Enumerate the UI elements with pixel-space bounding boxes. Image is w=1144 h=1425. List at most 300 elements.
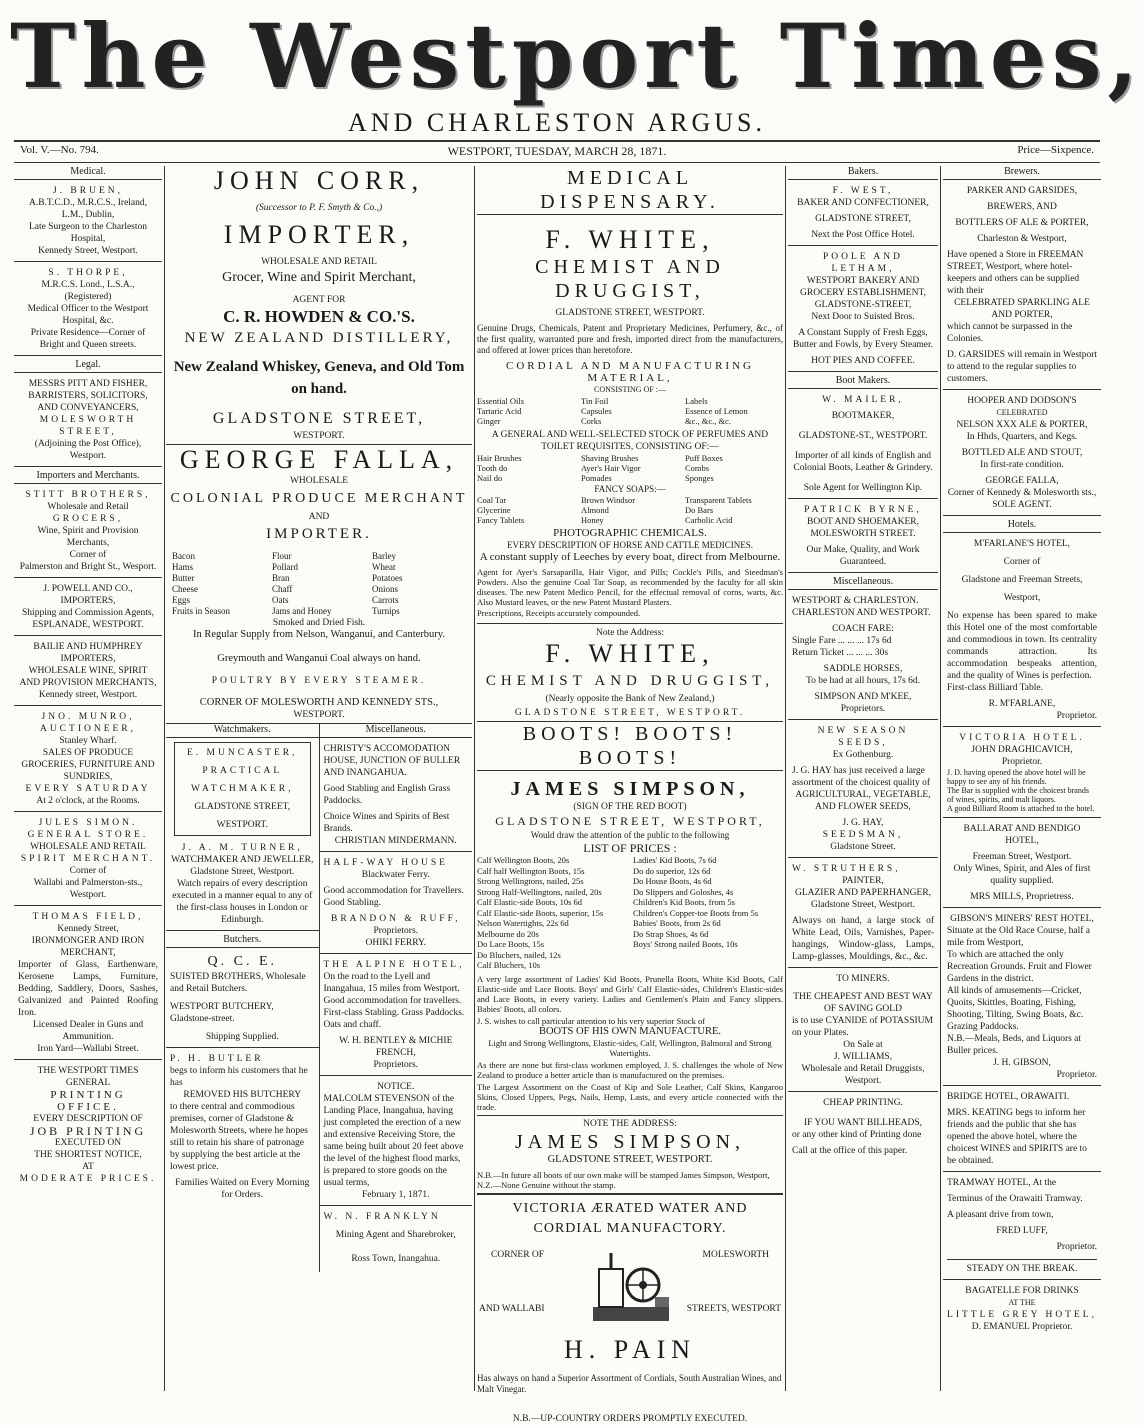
ad-line: IRONMONGER AND IRON <box>31 936 145 946</box>
ad-line: IMPORTERS, <box>60 654 116 664</box>
falla-colonial: COLONIAL PRODUCE MERCHANT <box>170 491 468 506</box>
section-heading-bakers: Bakers. <box>788 166 938 180</box>
workmen-paragraph: As there are none but first-class workmen employed, J. S. challenges the whole of New Zealand to produce a better article than is manufactured on the premises. <box>477 1059 783 1080</box>
section-heading-importers: Importers and Merchants. <box>14 470 162 484</box>
sub-column-right <box>319 724 473 1272</box>
ad-line: Have opened a Store in FREEMAN STREET, Westport, where hotel-keepers and others can be supplied with their <box>947 250 1084 296</box>
price: Price—Sixpence. <box>1017 144 1094 156</box>
ad-line: Corner of <box>69 550 107 560</box>
ad-line: PRACTICAL <box>202 766 283 776</box>
corr-nz: NEW ZEALAND DISTILLERY, <box>184 330 454 346</box>
boots-heading: BOOTS! BOOTS! BOOTS! <box>477 722 783 771</box>
ad-line: MOLESWORTH STREET, <box>39 415 137 437</box>
ad-line: In Hhds, Quarters, and Kegs. <box>966 432 1078 442</box>
price-item: Ladies' Kid Boots, 7s 6d <box>633 855 717 865</box>
toilet-item: Shaving Brushes <box>581 453 639 463</box>
ad-line: On Sale at <box>843 1040 883 1050</box>
ad-line: A good Billiard Room is attached to the hotel. <box>947 804 1095 813</box>
ad-line: MRS. KEATING begs to inform her friends and the public that she has opened the above hotel, where the choicest WINES and SPIRITS are to be obtained. <box>947 1108 1087 1166</box>
ad-line: To which are attached the only Recreation Grounds. Fruit and Flower Gardens in the district. <box>947 950 1092 984</box>
falla-and: AND <box>308 512 330 522</box>
cordial-item: Labels <box>685 396 708 406</box>
ad-simon <box>14 815 162 906</box>
ad-line: EVERY SATURDAY <box>25 784 151 794</box>
ad-line: PAINTER, <box>842 876 884 886</box>
ad-line: Kennedy Street, <box>57 924 119 934</box>
produce-item: Carrots <box>372 595 399 605</box>
ad-pitt <box>14 376 162 467</box>
opposite-bank: (Nearly opposite the Bank of New Zealand,) <box>545 694 715 704</box>
ad-line: THE SHORTEST NOTICE, <box>34 1150 142 1160</box>
section-heading-medical: Medical. <box>14 166 162 180</box>
ad-line: THE CHEAPEST AND BEST WAY OF SAVING GOLD <box>793 992 933 1014</box>
coal-notice: Greymouth and Wanganui Coal always on hand. <box>217 653 421 664</box>
soap-item: Brown Windsor <box>581 495 636 505</box>
ad-line: Watch repairs of every description executed in a manner equal to any of the first-class houses in London or Edinburgh. <box>172 879 313 925</box>
ad-line: SUISTED BROTHERS, Wholesale and Retail Butchers. <box>170 972 306 994</box>
price-item: Do do superior, 12s 6d <box>633 865 711 876</box>
ad-line: Proprietors. <box>373 926 419 936</box>
ad-line: REMOVED HIS BUTCHERY <box>183 1090 302 1100</box>
ad-mailer <box>788 392 938 499</box>
corner-town: WESTPORT. <box>166 709 472 724</box>
toilet-items <box>477 453 783 483</box>
ad-line: Sole Agent for Wellington Kip. <box>803 483 923 493</box>
ad-title: POOLE AND LETHAM, <box>822 252 904 274</box>
ad-line: SPIRIT MERCHANT. <box>20 854 156 864</box>
upcountry-orders: N.B.—UP-COUNTRY ORDERS PROMPTLY EXECUTED. <box>512 1413 748 1424</box>
ad-line: IMPORTERS, <box>60 596 116 606</box>
soap-items <box>477 495 783 525</box>
ad-line: First-class Billiard Table. <box>947 683 1043 693</box>
ad-title: HOOPER AND DODSON'S <box>967 396 1077 406</box>
ad-line: Good accommodation for travellers. First-class Stabling. Grass Paddocks. Oats and chaff. <box>323 996 465 1030</box>
section-heading-watchmakers: Watchmakers. <box>166 724 319 738</box>
ad-title: W. MAILER, <box>822 395 904 405</box>
ad-bagatelle <box>943 1283 1101 1337</box>
ad-line: Corner of <box>69 866 107 876</box>
light-strong: Light and Strong Wellingtons, Elastic-sides, Calf, Wellington, Balmoral and Strong Watertights. <box>488 1037 772 1058</box>
corr-whiskey: New Zealand Whiskey, Geneva, and Old Tom on hand. <box>173 359 465 397</box>
ad-line: EVERY DESCRIPTION OF <box>33 1114 143 1124</box>
nb-stamp: N.B.—In future all boots of our own make will be stamped James Simpson, Westport, N.Z.—None Genuine without the stamp. <box>477 1170 783 1195</box>
ad-title: TO MINERS. <box>836 974 890 984</box>
regular-supply: In Regular Supply from Nelson, Wanganui, and Canterbury. <box>193 629 445 640</box>
ad-line: HOT PIES AND COFFEE. <box>811 356 915 366</box>
ad-line: WESTPORT BAKERY AND GROCERY ESTABLISHMENT, <box>800 276 926 298</box>
ad-line: IF YOU WANT BILLHEADS, <box>803 1118 923 1128</box>
corr-name: JOHN CORR, <box>213 166 425 195</box>
cordial-items <box>477 396 783 426</box>
ad-line: EXECUTED ON <box>54 1138 122 1148</box>
ad-stitt <box>14 487 162 578</box>
ad-line: Terminus of the Orawaiti Tramway. <box>947 1194 1083 1204</box>
ad-line: GLAZIER AND PAPERHANGER, <box>794 888 932 898</box>
pain-name: H. PAIN <box>563 1334 697 1364</box>
white-street: GLADSTONE STREET, WESTPORT. <box>555 308 705 318</box>
assortment-paragraph: A very large assortment of Ladies' Kid Boots, Prunella Boots, White Kid Boots, Calf Elastic-side and Lace Boots. Boys' and Girls' Calf Elastic-sides, Children's Elastic-sides and Lace Boots, in every variety. Ladies and Gentlemen's Plain and Fancy slippers. Babies' Boots, all colors. <box>477 973 783 1014</box>
produce-item: Chaff <box>272 584 293 594</box>
ad-line: is to use CYANIDE of POTASSIUM on your Plates. <box>792 1016 933 1038</box>
ad-line: WHOLESALE WINE, SPIRIT AND PROVISION MERCHANTS, <box>19 666 157 688</box>
white-genuine: Genuine Drugs, Chemicals, Patent and Proprietary Medicines, Perfumery, &c., of the first quality, warranted pure and fresh, imported direct from the manufacturers, and offered at lower prices than heretofore. <box>477 323 783 355</box>
ad-line: Wholesale and Retail <box>47 502 129 512</box>
ad-miners <box>788 971 938 1092</box>
price-item: Do House Boots, 4s 6d <box>633 876 712 886</box>
ad-line: MRS MILLS, Proprietress. <box>970 892 1074 902</box>
ad-line: Return Ticket ... ... ... 30s <box>792 648 889 658</box>
dispensary-heading: MEDICAL DISPENSARY. <box>477 166 783 215</box>
place-date: WESTPORT, TUESDAY, MARCH 28, 1871. <box>447 144 667 158</box>
ad-line: SIMPSON AND M'KEE, <box>814 692 912 702</box>
section-heading-boot-makers: Boot Makers. <box>788 375 938 389</box>
produce-list <box>172 551 466 617</box>
ad-line: Wholesale and Retail Druggists, <box>801 1064 925 1074</box>
ad-bruen <box>14 183 162 262</box>
ad-struthers <box>788 861 938 968</box>
ad-christy <box>320 741 473 852</box>
horse-medicines: EVERY DESCRIPTION OF HORSE AND CATTLE MEDICINES. <box>507 540 753 550</box>
fancy-soaps: FANCY SOAPS:— <box>594 484 666 494</box>
cordial-item: Tartaric Acid <box>477 406 522 416</box>
ad-line: M.R.C.S. Lond., L.S.A., (Registered) <box>41 280 135 302</box>
soap-item: Glycerine <box>477 505 511 515</box>
cordial-item: Ginger <box>477 416 501 426</box>
corr-howden: C. R. HOWDEN & CO.'S. <box>223 307 415 326</box>
ad-title: PARKER AND GARSIDES, <box>966 186 1078 196</box>
ad-line: BREWERS, AND <box>987 202 1057 212</box>
ad-line: CELEBRATED <box>996 408 1048 417</box>
column-rule <box>164 166 165 1391</box>
masthead-subtitle: AND CHARLESTON ARGUS. <box>348 108 766 137</box>
ad-line: SEEDSMAN, <box>822 830 904 840</box>
ad-byrne <box>788 502 938 573</box>
ad-line: AUCTIONEER, <box>39 724 137 734</box>
price-item: Strong Wellingtons, nailed, 25s <box>477 876 584 886</box>
ad-line: GENERAL <box>65 1078 111 1088</box>
ad-title: CHRISTY'S ACCOMODATION HOUSE, JUNCTION OF BULLER AND INANGAHUA. <box>323 744 461 778</box>
note-address: Note the Address: <box>477 623 783 639</box>
ad-title: WESTPORT & CHARLESTON. <box>792 596 919 606</box>
ad-line: L.M., Dublin, <box>61 210 115 220</box>
price-item: Melbourne do 20s <box>477 928 539 939</box>
falla-wholesale: WHOLESALE <box>289 476 349 486</box>
ad-title: BAILIE AND HUMPHREY <box>33 642 143 652</box>
ad-line: Westport. <box>69 451 107 461</box>
ad-title: BRIDGE HOTEL, ORAWAITI. <box>947 1092 1070 1102</box>
ad-line: GLADSTONE STREET, <box>815 214 911 224</box>
ad-line: Shipping Supplied. <box>205 1032 279 1042</box>
ad-line: BOTTLERS OF ALE & PORTER, <box>955 218 1089 228</box>
price-list <box>477 855 783 971</box>
corr-grocer: Grocer, Wine and Spirit Merchant, <box>222 270 416 285</box>
ad-line: GLADSTONE-ST., WESTPORT. <box>798 431 928 441</box>
ad-line: MODERATE PRICES. <box>19 1174 157 1184</box>
ad-bailie <box>14 639 162 706</box>
ad-butler <box>166 1051 319 1205</box>
corr-wholesale: WHOLESALE AND RETAIL <box>261 257 377 267</box>
ad-line: MOLESWORTH STREET. <box>810 529 916 539</box>
ad-line: A Constant Supply of Fresh Eggs, Butter and Fowls, by Every Steamer. <box>792 328 934 350</box>
ad-printing-office <box>14 1063 162 1189</box>
ad-title: NEW SEASON SEEDS, <box>817 726 909 748</box>
ad-line: Private Residence—Corner of Bright and Queen streets. <box>30 328 146 350</box>
ad-line: AGRICULTURAL, VEGETABLE, AND FLOWER SEEDS, <box>795 790 931 812</box>
ad-title: E. MUNCASTER, <box>186 748 298 758</box>
ad-title: THOMAS FIELD, <box>32 912 144 922</box>
ad-line: JOB PRINTING <box>29 1124 147 1138</box>
ad-line: February 1, 1871. <box>361 1190 430 1200</box>
ad-parker <box>943 183 1101 390</box>
ad-title: STITT BROTHERS, <box>25 490 151 500</box>
ad-line: Westport, <box>1003 593 1041 603</box>
ad-title: M'FARLANE'S HOTEL, <box>973 539 1071 549</box>
white-name: F. WHITE, <box>545 225 715 254</box>
ad-line: MERCHANT, <box>60 948 116 958</box>
ad-suisted <box>166 951 319 1048</box>
soap-item: Carbolic Acid <box>685 515 733 525</box>
section-heading-miscellaneous-2: Miscellaneous. <box>788 576 938 590</box>
section-heading-legal: Legal. <box>14 359 162 373</box>
cordial-item: Essential Oils <box>477 396 524 406</box>
ad-alpine <box>320 957 473 1076</box>
ad-line: AT <box>82 1162 94 1172</box>
ad-line: GLADSTONE STREET, <box>194 802 291 812</box>
soap-item: Fancy Tablets <box>477 515 525 525</box>
price-item: Do Bluchers, nailed, 12s <box>477 949 561 960</box>
column-4 <box>788 166 938 1391</box>
produce-item: Bran <box>272 573 290 583</box>
ad-seeds <box>788 723 938 858</box>
ad-thorpe <box>14 265 162 356</box>
corr-agent: AGENT FOR <box>292 295 346 305</box>
white-chemist: CHEMIST AND DRUGGIST, <box>535 256 725 302</box>
cordial-item: Capsules <box>581 406 612 416</box>
sub-columns <box>166 724 472 1272</box>
ad-title: F. WEST, <box>832 186 894 196</box>
agent-paragraph: Agent for Ayer's Sarsaparilla, Hair Vigor, and Pills; Cockle's Pills, and Steedman's Powders. Also the genuine Coal Tar Soap, as recommended by the faculty for all skin diseases. The new Patent Medico Pencil, for the effectual removal of corns, warts, &c. Also Mustard leaves, or the new Patent Mustard Plasters. <box>477 567 783 607</box>
own-manufacture: BOOTS OF HIS OWN MANUFACTURE. <box>538 1025 722 1037</box>
ad-line: BOOT AND SHOEMAKER, <box>807 517 919 527</box>
corr-town: WESTPORT. <box>166 430 472 445</box>
molesworth: MOLESWORTH <box>702 1249 769 1260</box>
ad-line: J. D. having opened the above hotel will be happy to see any of his friends. <box>947 768 1086 786</box>
masthead-title: The Westport Times, <box>10 4 1144 108</box>
ad-line: No expense has been spared to make this Hotel one of the most comfortable and commodious in town. Its centrality commands attraction. Its accommodation bespeaks attention, and the quality of Wines is perfection. <box>947 611 1097 681</box>
ad-line: Gladstone Street, Westport. <box>810 900 916 910</box>
ad-title: VICTORIA HOTEL. <box>959 733 1085 743</box>
ad-line: BAKER AND CONFECTIONER, <box>797 198 929 208</box>
white-name-2: F. WHITE, <box>545 639 715 668</box>
ad-turner <box>166 840 319 931</box>
ad-line: At 2 o'clock, at the Rooms. <box>36 796 140 806</box>
ad-line: Wallabi and Palmerston-sts., Westport. <box>33 878 143 900</box>
ad-title: GIBSON'S MINERS' REST HOTEL, <box>950 914 1094 924</box>
column-rule <box>785 166 786 1391</box>
sub-column-left <box>166 724 319 1272</box>
ad-line: Only Wines, Spirit, and Ales of first quality supplied. <box>953 864 1091 886</box>
ad-title: S. THORPE, <box>48 268 128 278</box>
ad-line: Charleston & Westport, <box>977 234 1067 244</box>
ad-title: JNO. MUNRO, <box>41 712 135 722</box>
ad-line: Families Waited on Every Morning for Orders. <box>175 1178 310 1200</box>
price-item: Children's Kid Boots, from 5s <box>633 897 735 907</box>
white-chemist-2: CHEMIST AND DRUGGIST, <box>485 673 775 689</box>
ad-title: HALF-WAY HOUSE <box>323 858 448 868</box>
price-list-right <box>633 855 783 971</box>
produce-item: Hams <box>172 562 193 572</box>
section-heading-butchers: Butchers. <box>166 934 319 948</box>
ad-west <box>788 183 938 246</box>
ad-line: Importer of Glass, Earthenware, Kerosene Lamps, Furniture, Bedding, Saddlery, Doors, Sashes, Galvanized and Painted Roofing Iron. <box>18 960 158 1018</box>
ad-line: Late Surgeon to the Charleston Hospital, <box>28 222 148 244</box>
column-1 <box>14 166 162 1391</box>
ad-line: All kinds of amusements—Cricket, Quoits, Skittles, Boating, Fishing, Shooting, Tilting, Swing Boats, &c. Grazing Paddocks. <box>947 986 1084 1032</box>
pain-superior: Has always on hand a Superior Assortment of Cordials, South Australian Wines, and Malt Vinegar. <box>477 1372 782 1394</box>
column-rule <box>940 166 941 1391</box>
ad-line: Good accommodation for Travellers. Good Stabling. <box>323 886 464 908</box>
price-item: Do Lace Boots, 15s <box>477 939 545 949</box>
ad-line: MALCOLM STEVENSON of the Landing Place, Inangahua, having just completed the erection of a new and extensive Receiving Store, the same being built about 20 feet above the level of the highest flood marks, is prepared to store goods on the usual terms, <box>323 1094 464 1188</box>
column-rule <box>474 166 475 1391</box>
ad-title: Q. C. E. <box>207 954 277 969</box>
ad-line: WATCHMAKER AND JEWELLER, <box>171 855 314 865</box>
ad-line: or any other kind of Printing done <box>792 1130 922 1140</box>
section-heading-brewers: Brewers. <box>943 166 1101 180</box>
ad-munro <box>14 709 162 812</box>
ad-line: WHOLESALE AND RETAIL <box>30 842 146 852</box>
ad-line: The Bar is supplied with the choicest brands of wines, spirits, and malt liquors. <box>947 786 1089 804</box>
ad-halfway <box>320 855 473 954</box>
corr-importer: IMPORTER, <box>223 220 415 249</box>
ad-title: W. N. FRANKLYN <box>323 1212 441 1222</box>
ad-title: J. A. M. TURNER, <box>181 843 303 853</box>
ad-line: PRINTING OFFICE. <box>50 1089 126 1113</box>
simpson-name: JAMES SIMPSON, <box>510 778 750 800</box>
ad-title: NOTICE. <box>377 1082 415 1092</box>
produce-item: Pollard <box>272 562 298 572</box>
wishes-paragraph: J. S. wishes to call particular attention to his very superior Stock of <box>477 1015 706 1026</box>
ad-line: R. M'FARLANE, <box>988 699 1056 709</box>
soap-item: Coal Tar <box>477 495 507 505</box>
produce-item: Onions <box>372 584 399 594</box>
price-item: Calf Elastic-side Boots, superior, 15s <box>477 907 604 918</box>
poultry-notice: POULTRY BY EVERY STEAMER. <box>211 676 427 686</box>
ad-coach <box>788 593 938 720</box>
ad-line: Ross Town, Inangahua. <box>351 1254 441 1264</box>
ad-line: BOTTLED ALE AND STOUT, <box>961 448 1083 458</box>
and-wallabi: AND WALLABI <box>479 1303 545 1314</box>
produce-item: Cheese <box>172 584 198 594</box>
produce-item: Bacon <box>172 551 195 561</box>
ad-title: MESSRS PITT AND FISHER, <box>28 379 148 389</box>
ad-line: Choice Wines and Spirits of Best Brands. <box>323 812 450 834</box>
ad-muncaster <box>174 742 311 836</box>
ad-line: OHIKI FERRY. <box>365 938 427 948</box>
ad-poole <box>788 249 938 372</box>
victoria-heading: VICTORIA ÆRATED WATER AND CORDIAL MANUFACTORY. <box>512 1200 748 1236</box>
price-item: Calf Wellington Boots, 20s <box>477 855 570 865</box>
ad-line: Proprietor. <box>1001 757 1043 767</box>
ad-line: Next the Post Office Hotel. <box>811 230 915 240</box>
ad-line: Always on hand, a large stock of White Lead, Oils, Varnishes, Paper-hangings, Window-glass, Lamps, Lamp-glasses, Mouldings, &c., &c. <box>792 916 934 962</box>
ad-line: Freeman Street, Westport. <box>972 852 1072 862</box>
red-boot: (SIGN OF THE RED BOOT) <box>573 802 687 812</box>
ad-line: NELSON XXX ALE & PORTER, <box>956 420 1088 430</box>
ad-line: BOOTMAKER, <box>831 411 895 421</box>
ad-franklyn <box>320 1209 473 1269</box>
ad-line: To be had at all hours, 17s 6d. <box>805 676 921 686</box>
ad-line: A pleasant drive from town, <box>947 1210 1054 1220</box>
ad-line: WESTPORT BUTCHERY, Gladstone-street. <box>170 1002 274 1024</box>
ad-line: FRED LUFF, <box>996 1226 1048 1236</box>
ad-line: Kennedy Street, Westport. <box>38 246 138 256</box>
ad-line: SALES OF PRODUCE GROCERIES, FURNITURE AND SUNDRIES, <box>21 748 155 782</box>
ad-line: WESTPORT. <box>216 820 268 830</box>
white-street-2: GLADSTONE STREET, WESTPORT. <box>477 705 783 722</box>
ad-line: Wine, Spirit and Provision Merchants, <box>37 526 139 548</box>
ad-line: BARRISTERS, SOLICITORS, <box>28 391 148 401</box>
simpson-street: GLADSTONE STREET, WESTPORT, <box>495 814 765 828</box>
produce-item: Wheat <box>372 562 396 572</box>
ad-line: Blackwater Ferry. <box>361 870 430 880</box>
ad-line: SOLE AGENT. <box>992 500 1052 510</box>
ad-line: Importer of all kinds of English and Colonial Boots, Leather & Grindery. <box>793 451 933 473</box>
ad-title: THE ALPINE HOTEL, <box>323 960 465 970</box>
ad-title: TRAMWAY HOTEL, At the <box>947 1178 1057 1188</box>
ad-line: Medical Officer to the Westport Hospital, &c. <box>27 304 149 326</box>
ad-line: Gladstone Street. <box>830 842 896 852</box>
photo-chemicals: PHOTOGRAPHIC CHEMICALS. <box>553 527 707 539</box>
produce-item: Flour <box>272 551 292 561</box>
price-item: Calf half Wellington Boots, 15s <box>477 865 585 876</box>
ad-title: BAGATELLE FOR DRINKS <box>965 1286 1079 1296</box>
ad-line: W. H. BENTLEY & MICHIE FRENCH, <box>339 1036 453 1058</box>
ad-line: ESPLANADE, WESTPORT. <box>32 620 144 630</box>
masthead <box>10 4 1144 108</box>
simpson-attention: Would draw the attention of the public to the following <box>530 830 730 840</box>
note-address-2: NOTE THE ADDRESS: <box>477 1115 783 1130</box>
ad-line: Proprietors. <box>840 704 886 714</box>
falla-name: GEORGE FALLA, <box>179 445 459 474</box>
ad-line: Proprietor. <box>1056 1070 1097 1080</box>
ad-line: Our Make, Quality, and Work Guaranteed. <box>806 545 920 567</box>
column-3 <box>477 166 783 1424</box>
ad-line: CELEBRATED SPARKLING ALE AND PORTER, <box>954 298 1090 320</box>
ad-line: Licensed Dealer in Guns and Ammunition. <box>32 1020 144 1042</box>
price-item: Babies' Boots, from 2s 6d <box>633 918 721 928</box>
produce-item: Jams and Honey <box>272 606 332 616</box>
produce-item: Potatoes <box>372 573 403 583</box>
ad-line: GROCERS, <box>52 514 124 524</box>
cordial-heading: CORDIAL AND MANUFACTURING MATERIAL, <box>506 360 754 384</box>
ad-line: Iron Yard—Wallabi Street. <box>37 1044 139 1054</box>
ad-line: J. G. HAY, <box>842 818 884 828</box>
toilet-item: Hair Brushes <box>477 453 522 463</box>
toilet-item: Sponges <box>685 473 714 483</box>
ad-line: LITTLE GREY HOTEL, <box>947 1310 1097 1320</box>
ad-line: Next Door to Suisted Bros. <box>811 312 915 322</box>
ad-line: Single Fare ... ... ... 17s 6d <box>792 636 892 646</box>
cordial-item: Corks <box>581 416 602 426</box>
ad-line: COACH FARE: <box>832 624 894 634</box>
ad-line: STEADY ON THE BREAK. <box>947 1259 1097 1275</box>
ad-line: Corner of <box>1003 557 1041 567</box>
corr-successor: (Successor to P. F. Smyth & Co.,) <box>255 203 383 213</box>
ad-line: Gladstone Street, Westport. <box>190 867 295 877</box>
ad-line: Palmerston and Bright St., Wesport. <box>19 562 157 572</box>
ad-line: GENERAL STORE. <box>27 830 149 840</box>
